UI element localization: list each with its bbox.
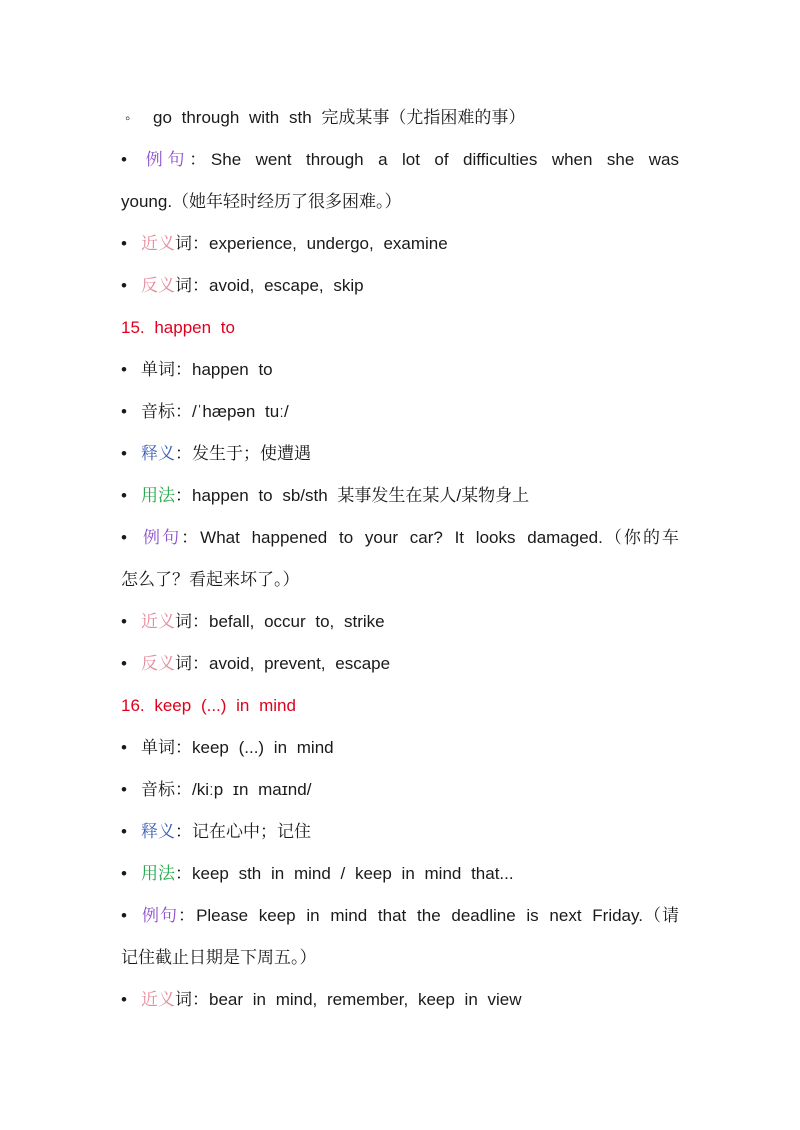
sub-usage-line <box>121 105 679 131</box>
antonym-label: 反义 <box>141 276 175 295</box>
synonym-text: experience, undergo, examine <box>209 234 448 253</box>
example-label: 例句 <box>141 528 182 547</box>
example-line-continued <box>121 189 679 215</box>
bullet-icon: • <box>121 990 127 1009</box>
colon: ： <box>178 906 197 925</box>
meaning-line <box>121 441 679 467</box>
colon: ： <box>192 654 209 673</box>
synonym-label: 近义 <box>141 234 175 253</box>
antonym-label: 反义 <box>141 654 175 673</box>
synonym-text: bear in mind, remember, keep in view <box>209 990 522 1009</box>
phonetic-line <box>121 777 679 803</box>
word-line <box>121 357 679 383</box>
colon: ： <box>175 822 192 841</box>
bullet-icon: • <box>121 360 127 379</box>
usage-line <box>121 861 679 887</box>
bullet-icon: • <box>121 486 127 505</box>
antonym-text: avoid, escape, skip <box>209 276 364 295</box>
synonym-text: befall, occur to, strike <box>209 612 385 631</box>
bullet-icon: • <box>121 402 127 421</box>
example-text: What happened to your car? It looks damaged.（你的车 <box>200 528 679 547</box>
example-label: 例句 <box>141 150 190 169</box>
usage-text: happen to sb/sth 某事发生在某人/某物身上 <box>192 486 530 505</box>
ci-char: 词 <box>175 654 192 673</box>
colon: ： <box>175 780 192 799</box>
ci-char: 词 <box>175 612 192 631</box>
antonym-line <box>121 651 679 677</box>
bullet-icon: • <box>121 738 127 757</box>
bullet-icon: • <box>121 654 127 673</box>
usage-line <box>121 483 679 509</box>
bullet-icon: • <box>121 150 127 169</box>
colon: ： <box>192 234 209 253</box>
meaning-label: 释义 <box>141 822 175 841</box>
bullet-icon: • <box>121 528 127 547</box>
synonym-label: 近义 <box>141 990 175 1009</box>
colon: ： <box>175 360 192 379</box>
example-line-continued <box>121 567 679 593</box>
antonym-text: avoid, prevent, escape <box>209 654 391 673</box>
colon: ： <box>175 738 192 757</box>
phonetic-line <box>121 399 679 425</box>
entry-heading: 16. keep (...) in mind <box>121 696 296 715</box>
word-text: keep (...) in mind <box>192 738 334 757</box>
example-text: She went through a lot of difficulties when she was <box>210 150 679 169</box>
bullet-icon: • <box>121 234 127 253</box>
ci-char: 词 <box>175 234 192 253</box>
example-line <box>121 147 679 173</box>
ci-char: 词 <box>175 990 192 1009</box>
example-text-continued: young.（她年轻时经历了很多困难。） <box>121 192 402 211</box>
bullet-icon: • <box>121 780 127 799</box>
phonetic-label: 音标 <box>141 402 175 421</box>
meaning-line <box>121 819 679 845</box>
colon: ： <box>175 402 192 421</box>
bullet-icon: • <box>121 906 127 925</box>
ci-char: 词 <box>175 276 192 295</box>
phonetic-label: 音标 <box>141 780 175 799</box>
entry-heading: 15. happen to <box>121 318 235 337</box>
colon: ： <box>175 444 192 463</box>
synonym-label: 近义 <box>141 612 175 631</box>
colon: ： <box>175 486 192 505</box>
phonetic-text: /ˈhæpən tuː/ <box>192 402 289 421</box>
colon: ： <box>192 276 209 295</box>
example-text-continued: 记住截止日期是下周五。） <box>121 948 317 967</box>
word-label: 单词 <box>141 360 175 379</box>
hollow-bullet-icon: ◦ <box>125 110 131 127</box>
meaning-label: 释义 <box>141 444 175 463</box>
antonym-line <box>121 273 679 299</box>
usage-text: keep sth in mind / keep in mind that... <box>192 864 514 883</box>
bullet-icon: • <box>121 864 127 883</box>
example-line <box>121 525 679 551</box>
example-line-continued <box>121 945 679 971</box>
bullet-icon: • <box>121 444 127 463</box>
example-text: Please keep in mind that the deadline is next Friday.（请 <box>196 906 679 925</box>
colon: ： <box>192 990 209 1009</box>
phonetic-text: /kiːp ɪn maɪnd/ <box>192 780 312 799</box>
colon: ： <box>181 528 201 547</box>
usage-label: 用法 <box>141 864 175 883</box>
meaning-text: 记在心中；记住 <box>192 822 311 841</box>
bullet-icon: • <box>121 276 127 295</box>
example-label: 例句 <box>141 906 179 925</box>
synonym-line <box>121 231 679 257</box>
colon: ： <box>192 612 209 631</box>
synonym-line <box>121 609 679 635</box>
example-line <box>121 903 679 929</box>
synonym-line <box>121 987 679 1013</box>
word-label: 单词 <box>141 738 175 757</box>
sub-usage-text: go through with sth 完成某事（尤指困难的事） <box>153 108 526 127</box>
bullet-icon: • <box>121 822 127 841</box>
colon: ： <box>189 150 211 169</box>
word-line <box>121 735 679 761</box>
word-text: happen to <box>192 360 273 379</box>
meaning-text: 发生于；使遭遇 <box>192 444 311 463</box>
colon: ： <box>175 864 192 883</box>
example-text-continued: 怎么了？看起来坏了。） <box>121 570 300 589</box>
bullet-icon: • <box>121 612 127 631</box>
usage-label: 用法 <box>141 486 175 505</box>
